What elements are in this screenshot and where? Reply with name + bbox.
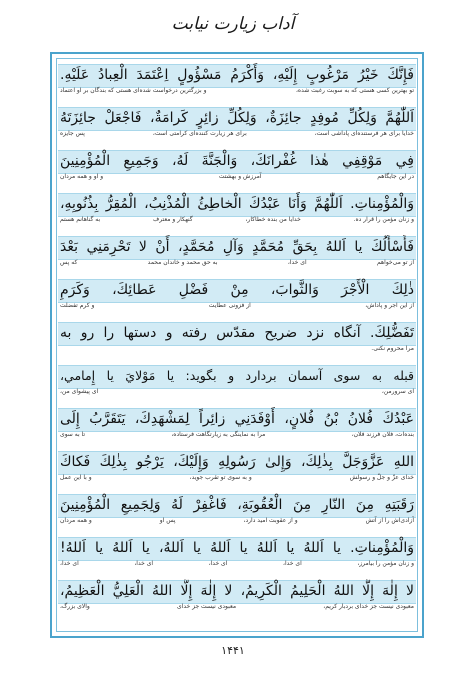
translation-word: ای خدا، [134,560,154,567]
translation-word: ای سرورمن، [381,388,414,395]
arabic-text: لا إِلٰهَ إِلَّا اللهُ الْحَلِيمُ الْكَرِيمُ، لا إِلٰهَ إِلَّا اللهُ الْعَلِيُّ الْعَظِيمُ، [60,583,414,599]
translation-word: از این اجر و پاداش، [365,302,414,309]
text-line-2 [58,103,416,138]
text-line-7 [58,318,416,353]
translation-word: معبودی نیست جز خدای بردبار کریم، [323,603,414,610]
translation-word: آزادی‌اش را از آتش [365,517,414,524]
translation [60,129,414,139]
translation-word: بنده‌ات، فلان فرزند فلان، [351,431,414,438]
arabic-text: وَالْمُؤْمِناتِ. يا اَللهُ يا اَللهُ يا اَللهُ يا اَللهُ، يا اَللهُ يا اَللهُ! [60,540,414,556]
text-line-9 [58,404,416,439]
arabic-text: فِي مَوْقِفِي هٰذا غُفْرانَكَ، وَالْجَنَّةَ لَهُ، وَجَمِيعِ الْمُؤْمِنِينَ [60,153,414,169]
translation-word: به گناهانم هستم [60,216,101,223]
translation [60,258,414,268]
translation-word: و زنان مؤمن را قرار ده. [353,216,414,223]
translation-word: و کرم تفضلت [60,302,95,309]
translation [60,387,414,397]
translation-word: و از عقوبت امید دارد، [243,517,298,524]
translation-word: ای پیشوای من، [60,388,99,395]
translation-word: و زنان مؤمن را بیامرز، [357,560,414,567]
text-frame [50,52,424,638]
arabic-text: فَأَسْأَلُكَ يا اَللهُ بِحَقِّ مُحَمَّدٍ وَآلِ مُحَمَّدٍ، أَنْ لا تَحْرِمَنِي بَعْدَ [60,239,414,255]
translation-word: گنهکار و معترف [153,216,193,223]
translation-word: ای خدا، [287,259,307,266]
arabic-text: رَقَبَتِهِ مِنَ النّارِ مِنَ الْعُقُوبَةِ، فَاغْفِرْ لَهُ وَلِجَمِيعِ الْمُؤْمِنِينَ [60,497,414,513]
translation-word: و با این عمل [60,474,92,481]
translation-word: و همه مردان [60,517,92,524]
text-line-13 [58,576,416,611]
page-title: آداب زیارت نیابت [171,14,295,34]
arabic-text: اَللّٰهُمَّ وَلِكُلِّ مُوفِدٍ جائِزَةٌ، وَلِكُلِّ زائِرٍ كَرامَةٌ، فَاجْعَلْ جائِزَتَهُ [60,110,414,126]
translation-word: مرا محروم نکنی. [371,345,414,352]
translation [60,559,414,569]
translation-word: به حق محمد و خاندان محمد [147,259,218,266]
translation-word: از فزونی عطایت [208,302,251,309]
translation-word: در این جایگاهم [377,173,414,180]
translation-word: تا به سوی [60,431,86,438]
arabic-text: تَفَضُّلِكَ. آنگاه نزد ضریح مقدّس رفته و دستها را رو به [60,325,414,341]
text-line-12 [58,533,416,568]
text-line-6 [58,275,416,310]
translation-word: تو بهترین کسی هستی که به سوبت رغبت شده، [295,87,414,94]
text-rows [58,60,416,630]
translation-word: مرا به نماینگی به زیارتگاهت فرستاده، [171,431,266,438]
text-line-10 [58,447,416,482]
translation [60,344,414,354]
translation-word: خدایا برای هر فرستنده‌ای پاداشی است، [314,130,414,137]
translation-word: ای خدا، [208,560,228,567]
translation [60,516,414,526]
translation-word: خدایا من بنده خطاکار، [245,216,301,223]
translation-word: و بزرگترین درخواست شده‌ای هستی که بندگان بر او اعتماد [60,87,207,94]
translation-word: پس او [159,517,176,524]
translation [60,430,414,440]
arabic-text: فَإِنَّكَ خَيْرُ مَرْغُوبٍ إِلَيْهِ، وَأَكْرَمُ مَسْؤُولٍ اِعْتَمَدَ الْعِبادُ عَلَيْهِ. [60,67,414,83]
text-line-8 [58,361,416,396]
page-number: ۱۴۴۱ [221,644,245,657]
translation-word: و به سوی تو تقرب جوید، [189,474,252,481]
translation-word: خدای عزّ و جلّ و رسولش [349,474,414,481]
arabic-text: اللهِ عَزَّوَجَلَّ بِذٰلِكَ، وَإِلىٰ رَسُولِهِ وَإِلَيْكَ، يَرْجُو بِذٰلِكَ فَكاكَ [60,454,414,470]
translation-word: که پس [60,259,78,266]
translation-word: از تو می‌خواهم [377,259,414,266]
arabic-text: وَالْمُؤْمِناتِ. اَللّٰهُمَّ وَأَنَا عَبْدُكَ الْخاطِئُ الْمُذْنِبُ، الْمُقِرُّ بِذُنُوبِهِ، [60,196,414,212]
translation-word: ای خدا، [283,560,302,567]
translation [60,172,414,182]
translation [60,215,414,225]
text-line-4 [58,189,416,224]
translation-word: برای هر زیارت کننده‌ای کرامتی است، [152,130,247,137]
translation [60,301,414,311]
translation [60,473,414,483]
text-line-5 [58,232,416,267]
text-line-11 [58,490,416,525]
translation-word: ای خدا، [60,560,79,567]
translation-word: معبودی نیست جز خدای [177,603,237,610]
text-line-1 [58,60,416,95]
translation [60,86,414,96]
arabic-text: عَبْدُكَ فُلانُ بْنُ فُلانٍ، أَوْفَدَنِي زائِراً لِمَشْهَدِكَ، يَتَقَرَّبُ إِلَى [60,411,414,427]
text-line-3 [58,146,416,181]
translation-word: والای بزرگ، [60,603,90,610]
instruction-text: قبله به سوی آسمان بردارد و بگوید: یا مَوْلايَ يا إِمامي، [60,368,414,383]
arabic-text: ذٰلِكَ الْأَجْرَ وَالثَّوابَ، مِنْ فَضْلِ عَطائِكَ، وَكَرَمِ [60,282,414,298]
translation-word: و او و همه مردان [60,173,104,180]
translation [60,602,414,612]
translation-word: آمرزش و بهشتت [218,173,262,180]
translation-word: پس جایزه [60,130,85,137]
